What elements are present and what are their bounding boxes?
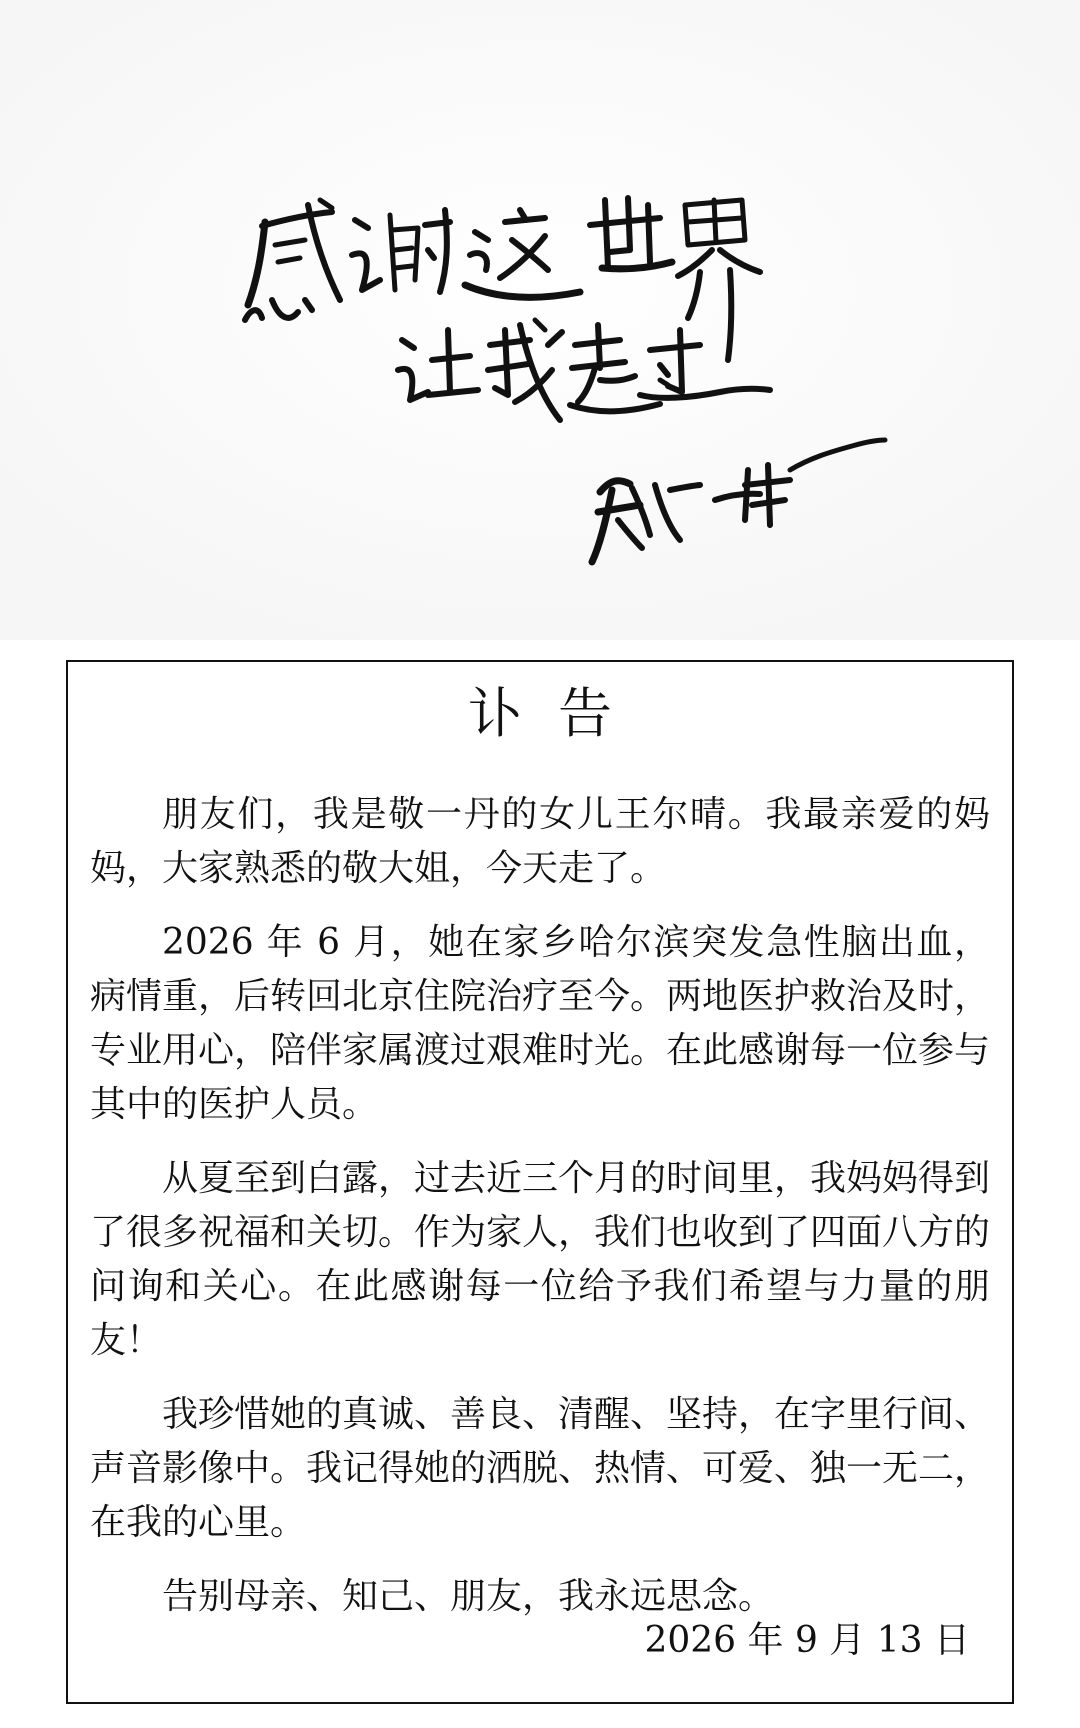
notice-body xyxy=(90,788,990,1644)
obituary-notice xyxy=(66,660,1014,1704)
notice-title: 讣告 xyxy=(468,682,648,745)
notice-paragraph: 告别母亲、知己、朋友，我永远思念。 xyxy=(162,1576,775,1617)
calligraphy-drawing xyxy=(0,0,1080,640)
notice-paragraph: 朋友们，我是敬一丹的女儿王尔晴。我最亲爱的妈妈，大家熟悉的敬大姐，今天走了。 xyxy=(90,794,990,889)
handwritten-calligraphy xyxy=(0,0,1080,640)
notice-paragraph: 我珍惜她的真诚、善良、清醒、坚持，在字里行间、声音影像中。我记得她的洒脱、热情、可爱、独一无二，在我的心里。 xyxy=(90,1394,991,1543)
notice-paragraph: 2026 年 6 月，她在家乡哈尔滨突发急性脑出血，病情重，后转回北京住院治疗至今。两地医护救治及时，专业用心，陪伴家属渡过艰难时光。在此感谢每一位参与其中的医护人员。 xyxy=(90,922,991,1125)
notice-date: 2026 年 9 月 13 日 xyxy=(644,1619,970,1661)
notice-paragraph: 从夏至到白露，过去近三个月的时间里，我妈妈得到了很多祝福和关切。作为家人，我们也收到了四面八方的问询和关心。在此感谢每一位给予我们希望与力量的朋友！ xyxy=(90,1158,991,1361)
